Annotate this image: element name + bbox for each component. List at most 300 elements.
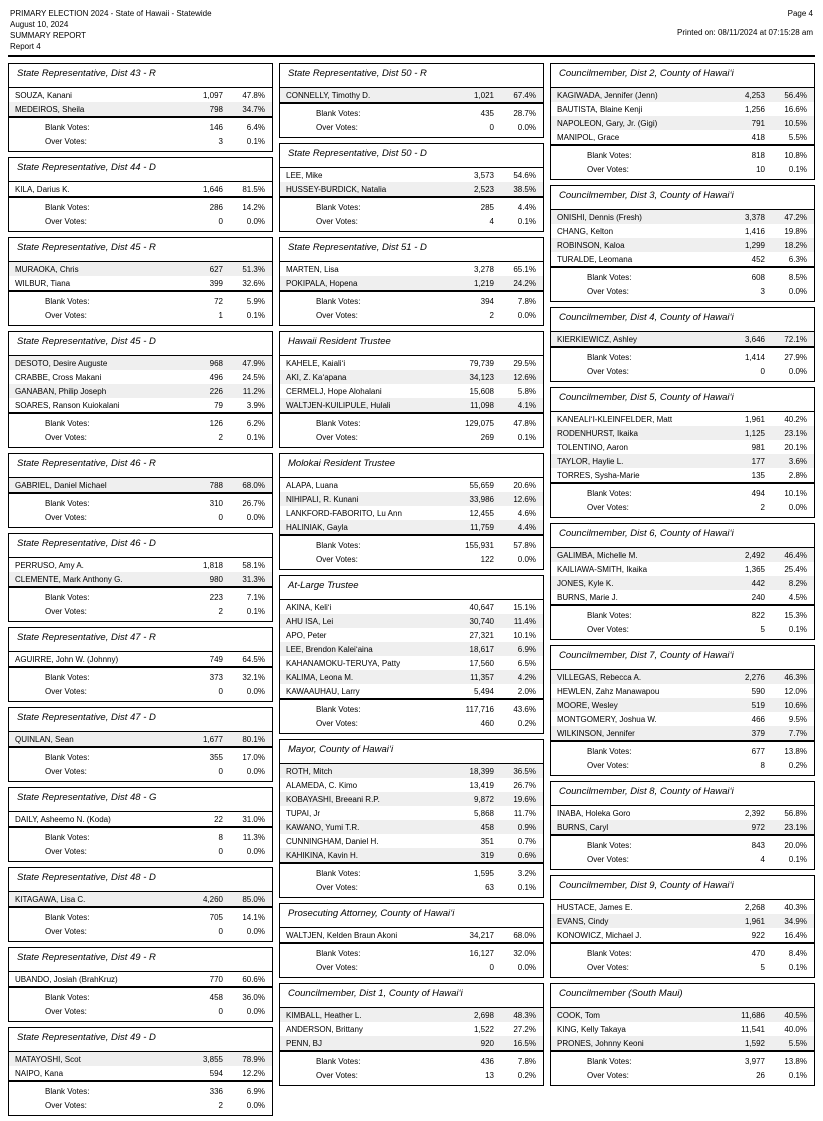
candidate-rows [551,548,814,604]
candidate-row-percent: 19.6% [513,794,536,804]
contest-title: Councilmember, Dist 5, County of Hawaiʻi [551,388,814,412]
blank-votes-row-votes: 677 [751,746,765,756]
totals-section [280,534,543,569]
candidate-row-label: CONNELLY, Timothy D. [286,90,371,100]
candidate-row-label: AGUIRRE, John W. (Johnny) [15,654,119,664]
candidate-row [9,370,272,384]
candidate-row-percent: 19.8% [784,226,807,236]
over-votes-row-percent: 0.1% [517,432,536,442]
candidate-row [551,88,814,102]
blank-votes-row [280,702,543,716]
blank-votes-row-label: Blank Votes: [45,418,90,428]
candidate-row [551,1008,814,1022]
totals-section [280,698,543,733]
candidate-row-percent: 40.3% [784,902,807,912]
candidate-row-percent: 47.2% [784,212,807,222]
contest-box [550,645,815,776]
over-votes-row-label: Over Votes: [587,624,629,634]
blank-votes-row-votes: 355 [209,752,223,762]
over-votes-row-percent: 0.2% [788,760,807,770]
candidate-row-percent: 60.6% [242,974,265,984]
blank-votes-row [9,294,272,308]
candidate-row [551,548,814,562]
blank-votes-row-percent: 15.3% [784,610,807,620]
candidate-row-votes: 2,392 [744,808,765,818]
candidate-row [9,732,272,746]
candidate-row-percent: 68.0% [513,930,536,940]
candidate-rows [280,928,543,942]
contest-title: Molokai Resident Trustee [280,454,543,478]
contest-title: Councilmember, Dist 1, County of Hawaiʻi [280,984,543,1008]
blank-votes-row-percent: 43.6% [513,704,536,714]
blank-votes-row-votes: 310 [209,498,223,508]
contest-box [279,739,544,898]
over-votes-row-percent: 0.0% [246,1006,265,1016]
candidate-row-percent: 12.0% [784,686,807,696]
candidate-row-label: KAHANAMOKU-TERUYA, Patty [286,658,401,668]
candidate-row-percent: 12.6% [513,372,536,382]
totals-section [551,482,814,517]
candidate-row [551,820,814,834]
contest-box [550,307,815,382]
candidate-row-percent: 18.2% [784,240,807,250]
candidate-row-votes: 4,260 [202,894,223,904]
candidate-row-percent: 4.6% [517,508,536,518]
over-votes-row-percent: 0.1% [788,1070,807,1080]
blank-votes-row-percent: 47.8% [513,418,536,428]
candidate-row-label: WILKINSON, Jennifer [557,728,635,738]
blank-votes-row-label: Blank Votes: [587,610,632,620]
candidate-row [280,848,543,862]
candidate-row-percent: 51.3% [242,264,265,274]
totals-section [551,740,814,775]
candidate-row-label: DESOTO, Desire Auguste [15,358,108,368]
blank-votes-row-votes: 155,931 [465,540,494,550]
candidate-row-label: HEWLEN, Zahz Manawapou [557,686,660,696]
candidate-row-votes: 27,321 [469,630,494,640]
candidate-row-label: MOORE, Wesley [557,700,618,710]
candidate-row [551,928,814,942]
totals-section [9,412,272,447]
blank-votes-row-percent: 7.8% [517,296,536,306]
report-header [8,8,815,52]
blank-votes-row-percent: 17.0% [242,752,265,762]
blank-votes-row-percent: 7.8% [517,1056,536,1066]
over-votes-row-label: Over Votes: [45,512,87,522]
candidate-row-percent: 3.6% [788,456,807,466]
contest-title: Mayor, County of Hawaiʻi [280,740,543,764]
candidate-rows [280,168,543,196]
blank-votes-row [9,496,272,510]
candidate-row-votes: 3,646 [744,334,765,344]
candidate-row-percent: 27.2% [513,1024,536,1034]
candidate-row-votes: 2,276 [744,672,765,682]
over-votes-row [551,852,814,866]
candidate-row-label: SOUZA, Kanani [15,90,72,100]
candidate-row [551,454,814,468]
over-votes-row-label: Over Votes: [316,718,358,728]
blank-votes-row-votes: 705 [209,912,223,922]
candidate-row-label: KALIMA, Leona M. [286,672,354,682]
blank-votes-row-label: Blank Votes: [587,272,632,282]
candidate-row-percent: 58.1% [242,560,265,570]
over-votes-row-votes: 3 [760,286,765,296]
candidate-row [9,558,272,572]
candidate-row-label: ALAMEDA, C. Kimo [286,780,358,790]
candidate-row-votes: 9,872 [473,794,494,804]
candidate-row-votes: 11,686 [741,1010,765,1020]
blank-votes-row-label: Blank Votes: [45,498,90,508]
candidate-row-label: TUPAI, Jr [286,808,321,818]
candidate-row [280,1036,543,1050]
contest-box [279,143,544,232]
candidate-row-percent: 23.1% [784,428,807,438]
candidate-row [280,356,543,370]
candidate-row [9,384,272,398]
candidate-rows [280,262,543,290]
over-votes-row-percent: 0.0% [246,686,265,696]
candidate-row-votes: 749 [209,654,223,664]
candidate-row-votes: 2,268 [744,902,765,912]
candidate-row-percent: 12.2% [242,1068,265,1078]
over-votes-row-label: Over Votes: [45,432,87,442]
candidate-row-percent: 25.4% [784,564,807,574]
totals-section [280,102,543,137]
candidate-rows [9,478,272,492]
contest-title: Councilmember, Dist 3, County of Hawaiʻi [551,186,814,210]
candidate-row-votes: 791 [751,118,765,128]
blank-votes-row-label: Blank Votes: [587,840,632,850]
over-votes-row [280,960,543,974]
candidate-row-votes: 11,357 [470,672,494,682]
candidate-row-votes: 1,125 [744,428,765,438]
blank-votes-row [280,294,543,308]
candidate-row [9,88,272,102]
over-votes-row-label: Over Votes: [587,366,629,376]
candidate-row-votes: 594 [209,1068,223,1078]
over-votes-row [280,880,543,894]
candidate-row-votes: 5,868 [473,808,494,818]
over-votes-row-votes: 1 [218,310,223,320]
candidate-row [280,520,543,534]
over-votes-row-percent: 0.0% [246,1100,265,1110]
blank-votes-row [9,670,272,684]
blank-votes-row-votes: 458 [209,992,223,1002]
blank-votes-row-percent: 32.0% [513,948,536,958]
over-votes-row-votes: 0 [218,512,223,522]
over-votes-row-label: Over Votes: [316,554,358,564]
over-votes-row-votes: 0 [489,122,494,132]
candidate-row-percent: 16.5% [513,1038,536,1048]
blank-votes-row-label: Blank Votes: [45,832,90,842]
election-date: August 10, 2024 [10,20,69,29]
blank-votes-row-votes: 223 [209,592,223,602]
candidate-row-label: KIERKIEWICZ, Ashley [557,334,638,344]
candidate-row [551,590,814,604]
candidate-rows [551,412,814,482]
candidate-row-percent: 46.4% [784,550,807,560]
candidate-row [551,684,814,698]
candidate-row-percent: 3.9% [246,400,265,410]
candidate-row-label: LANKFORD-FABORITO, Lu Ann [286,508,402,518]
candidate-row-votes: 2,698 [473,1010,494,1020]
over-votes-row-votes: 0 [760,366,765,376]
candidate-row-label: KOBAYASHI, Breeani R.P. [286,794,380,804]
candidate-row [551,468,814,482]
totals-section [551,346,814,381]
over-votes-row-percent: 0.0% [246,512,265,522]
candidate-row-percent: 6.3% [788,254,807,264]
candidate-row [551,914,814,928]
candidate-row-percent: 34.7% [242,104,265,114]
blank-votes-row [9,120,272,134]
candidate-row-percent: 9.5% [788,714,807,724]
over-votes-row-votes: 5 [760,624,765,634]
candidate-rows [9,88,272,116]
over-votes-row-label: Over Votes: [45,310,87,320]
over-votes-row-percent: 0.1% [517,216,536,226]
candidate-rows [9,732,272,746]
contest-box [8,453,273,528]
candidate-row-label: TORRES, Sysha-Marie [557,470,640,480]
candidate-row-votes: 17,560 [469,658,494,668]
candidate-row [9,398,272,412]
blank-votes-row-label: Blank Votes: [316,108,361,118]
candidate-row-votes: 40,647 [469,602,494,612]
candidate-row-votes: 11,759 [470,522,494,532]
candidate-rows [9,892,272,906]
candidate-rows [551,900,814,942]
candidate-row [280,764,543,778]
over-votes-row-votes: 122 [480,554,494,564]
contest-title: State Representative, Dist 47 - R [9,628,272,652]
candidate-row [551,116,814,130]
candidate-rows [9,356,272,412]
blank-votes-row [551,148,814,162]
blank-votes-row-label: Blank Votes: [45,672,90,682]
candidate-row [9,478,272,492]
candidate-row-votes: 1,818 [202,560,223,570]
over-votes-row [9,684,272,698]
blank-votes-row [551,486,814,500]
over-votes-row-percent: 0.1% [788,624,807,634]
candidate-row-votes: 177 [751,456,765,466]
contest-box [8,787,273,862]
candidate-row-percent: 56.8% [784,808,807,818]
candidate-row-label: GABRIEL, Daniel Michael [15,480,107,490]
candidate-row-label: MARTEN, Lisa [286,264,339,274]
contest-title: State Representative, Dist 48 - G [9,788,272,812]
contest-title: Councilmember, Dist 9, County of Hawaiʻi [551,876,814,900]
blank-votes-row-label: Blank Votes: [587,948,632,958]
candidate-row-label: ROTH, Mitch [286,766,333,776]
over-votes-row-percent: 0.0% [517,122,536,132]
candidate-row-percent: 38.5% [513,184,536,194]
over-votes-row-percent: 0.0% [517,310,536,320]
candidate-row-percent: 56.4% [784,90,807,100]
candidate-row [280,182,543,196]
candidate-row-label: LEE, Mike [286,170,323,180]
contest-title: Councilmember, Dist 2, County of Hawaiʻi [551,64,814,88]
candidate-row-label: WALTJEN-KUILIPULE, Hulali [286,400,391,410]
over-votes-row [9,1004,272,1018]
over-votes-row-percent: 0.2% [517,718,536,728]
over-votes-row-votes: 2 [760,502,765,512]
totals-section [551,942,814,977]
contest-box [8,237,273,326]
blank-votes-row-label: Blank Votes: [316,868,361,878]
blank-votes-row-label: Blank Votes: [316,540,361,550]
totals-section [280,862,543,897]
candidate-row-votes: 13,419 [469,780,494,790]
candidate-row-votes: 770 [209,974,223,984]
candidate-row-percent: 8.2% [788,578,807,588]
candidate-row-percent: 68.0% [242,480,265,490]
contest-title: State Representative, Dist 48 - D [9,868,272,892]
candidate-row [280,642,543,656]
blank-votes-row-percent: 13.8% [784,746,807,756]
blank-votes-row-percent: 26.7% [242,498,265,508]
candidate-row-label: KAWANO, Yumi T.R. [286,822,360,832]
contest-title: Councilmember, Dist 8, County of Hawaiʻi [551,782,814,806]
election-title: PRIMARY ELECTION 2024 - State of Hawaii - Statewide [10,9,212,18]
candidate-row [551,440,814,454]
candidate-row-votes: 2,492 [744,550,765,560]
over-votes-row [551,622,814,636]
totals-section [551,1050,814,1085]
candidate-row [551,130,814,144]
blank-votes-row-votes: 285 [480,202,494,212]
blank-votes-row-label: Blank Votes: [316,202,361,212]
blank-votes-row-percent: 3.2% [517,868,536,878]
contest-box [8,707,273,782]
over-votes-row-votes: 2 [489,310,494,320]
candidate-row-percent: 47.9% [242,358,265,368]
candidate-row-votes: 980 [209,574,223,584]
candidate-row-votes: 33,986 [469,494,494,504]
blank-votes-row-percent: 6.4% [246,122,265,132]
over-votes-row-label: Over Votes: [45,846,87,856]
candidate-row-votes: 5,494 [473,686,494,696]
candidate-row-label: BAUTISTA, Blaine Kenji [557,104,643,114]
candidate-row-votes: 1,299 [744,240,765,250]
blank-votes-row-votes: 1,595 [473,868,494,878]
blank-votes-row [551,946,814,960]
contest-title: Councilmember (South Maui) [551,984,814,1008]
candidate-row [280,88,543,102]
candidate-row-votes: 972 [751,822,765,832]
candidate-row-label: CRABBE, Cross Makani [15,372,102,382]
candidate-row-percent: 47.8% [242,90,265,100]
candidate-row-label: UBANDO, Josiah (BrahKruz) [15,974,118,984]
candidate-row-percent: 5.5% [788,1038,807,1048]
over-votes-row-votes: 10 [756,164,765,174]
candidate-row [551,332,814,346]
over-votes-row [9,134,272,148]
candidate-rows [280,88,543,102]
candidate-row [280,614,543,628]
candidate-row-label: DAILY, Asheemo N. (Koda) [15,814,111,824]
candidate-row [9,1066,272,1080]
candidate-row-percent: 0.6% [517,850,536,860]
candidate-row [551,698,814,712]
candidate-row [280,684,543,698]
blank-votes-row [280,866,543,880]
candidate-row [9,182,272,196]
candidate-row-percent: 7.7% [788,728,807,738]
over-votes-row-votes: 4 [489,216,494,226]
blank-votes-row-votes: 818 [751,150,765,160]
candidate-row-votes: 34,123 [469,372,494,382]
candidate-row-votes: 379 [751,728,765,738]
candidate-row-votes: 920 [480,1038,494,1048]
candidate-row [9,356,272,370]
contest-box [279,237,544,326]
candidate-row-label: EVANS, Cindy [557,916,609,926]
candidate-row-percent: 24.2% [513,278,536,288]
over-votes-row-votes: 2 [218,432,223,442]
candidate-row-percent: 65.1% [513,264,536,274]
blank-votes-row-votes: 126 [209,418,223,428]
candidate-row-votes: 34,217 [469,930,494,940]
blank-votes-row [280,1054,543,1068]
over-votes-row-percent: 0.0% [246,926,265,936]
over-votes-row [280,430,543,444]
over-votes-row [280,716,543,730]
over-votes-row-percent: 0.1% [788,854,807,864]
candidate-row-percent: 4.2% [517,672,536,682]
totals-section [280,196,543,231]
candidate-row-percent: 24.5% [242,372,265,382]
blank-votes-row-percent: 28.7% [513,108,536,118]
blank-votes-row [9,990,272,1004]
candidate-rows [280,764,543,862]
totals-section [9,116,272,151]
over-votes-row-label: Over Votes: [587,962,629,972]
blank-votes-row-votes: 336 [209,1086,223,1096]
contest-title: State Representative, Dist 45 - R [9,238,272,262]
candidate-row [280,276,543,290]
contest-box [8,1027,273,1116]
candidate-rows [280,356,543,412]
candidate-row-label: ROBINSON, Kaloa [557,240,625,250]
candidate-row-percent: 81.5% [242,184,265,194]
over-votes-row-votes: 460 [480,718,494,728]
blank-votes-row-votes: 436 [480,1056,494,1066]
over-votes-row [9,1098,272,1112]
candidate-row-votes: 1,646 [202,184,223,194]
candidate-row-percent: 2.8% [788,470,807,480]
contest-box [550,781,815,870]
header-left [10,8,212,52]
blank-votes-row [551,744,814,758]
candidate-row [280,778,543,792]
blank-votes-row [9,1084,272,1098]
candidate-row-label: INABA, Holeka Goro [557,808,631,818]
blank-votes-row-label: Blank Votes: [587,746,632,756]
blank-votes-row [9,590,272,604]
contest-title: Councilmember, Dist 7, County of Hawaiʻi [551,646,814,670]
over-votes-row-label: Over Votes: [587,502,629,512]
candidate-row-votes: 240 [751,592,765,602]
over-votes-row [9,924,272,938]
candidate-row [9,972,272,986]
over-votes-row-percent: 0.0% [788,366,807,376]
contest-box [8,157,273,232]
blank-votes-row-votes: 16,127 [469,948,494,958]
candidate-row-label: PENN, BJ [286,1038,323,1048]
candidate-row-percent: 16.4% [784,930,807,940]
